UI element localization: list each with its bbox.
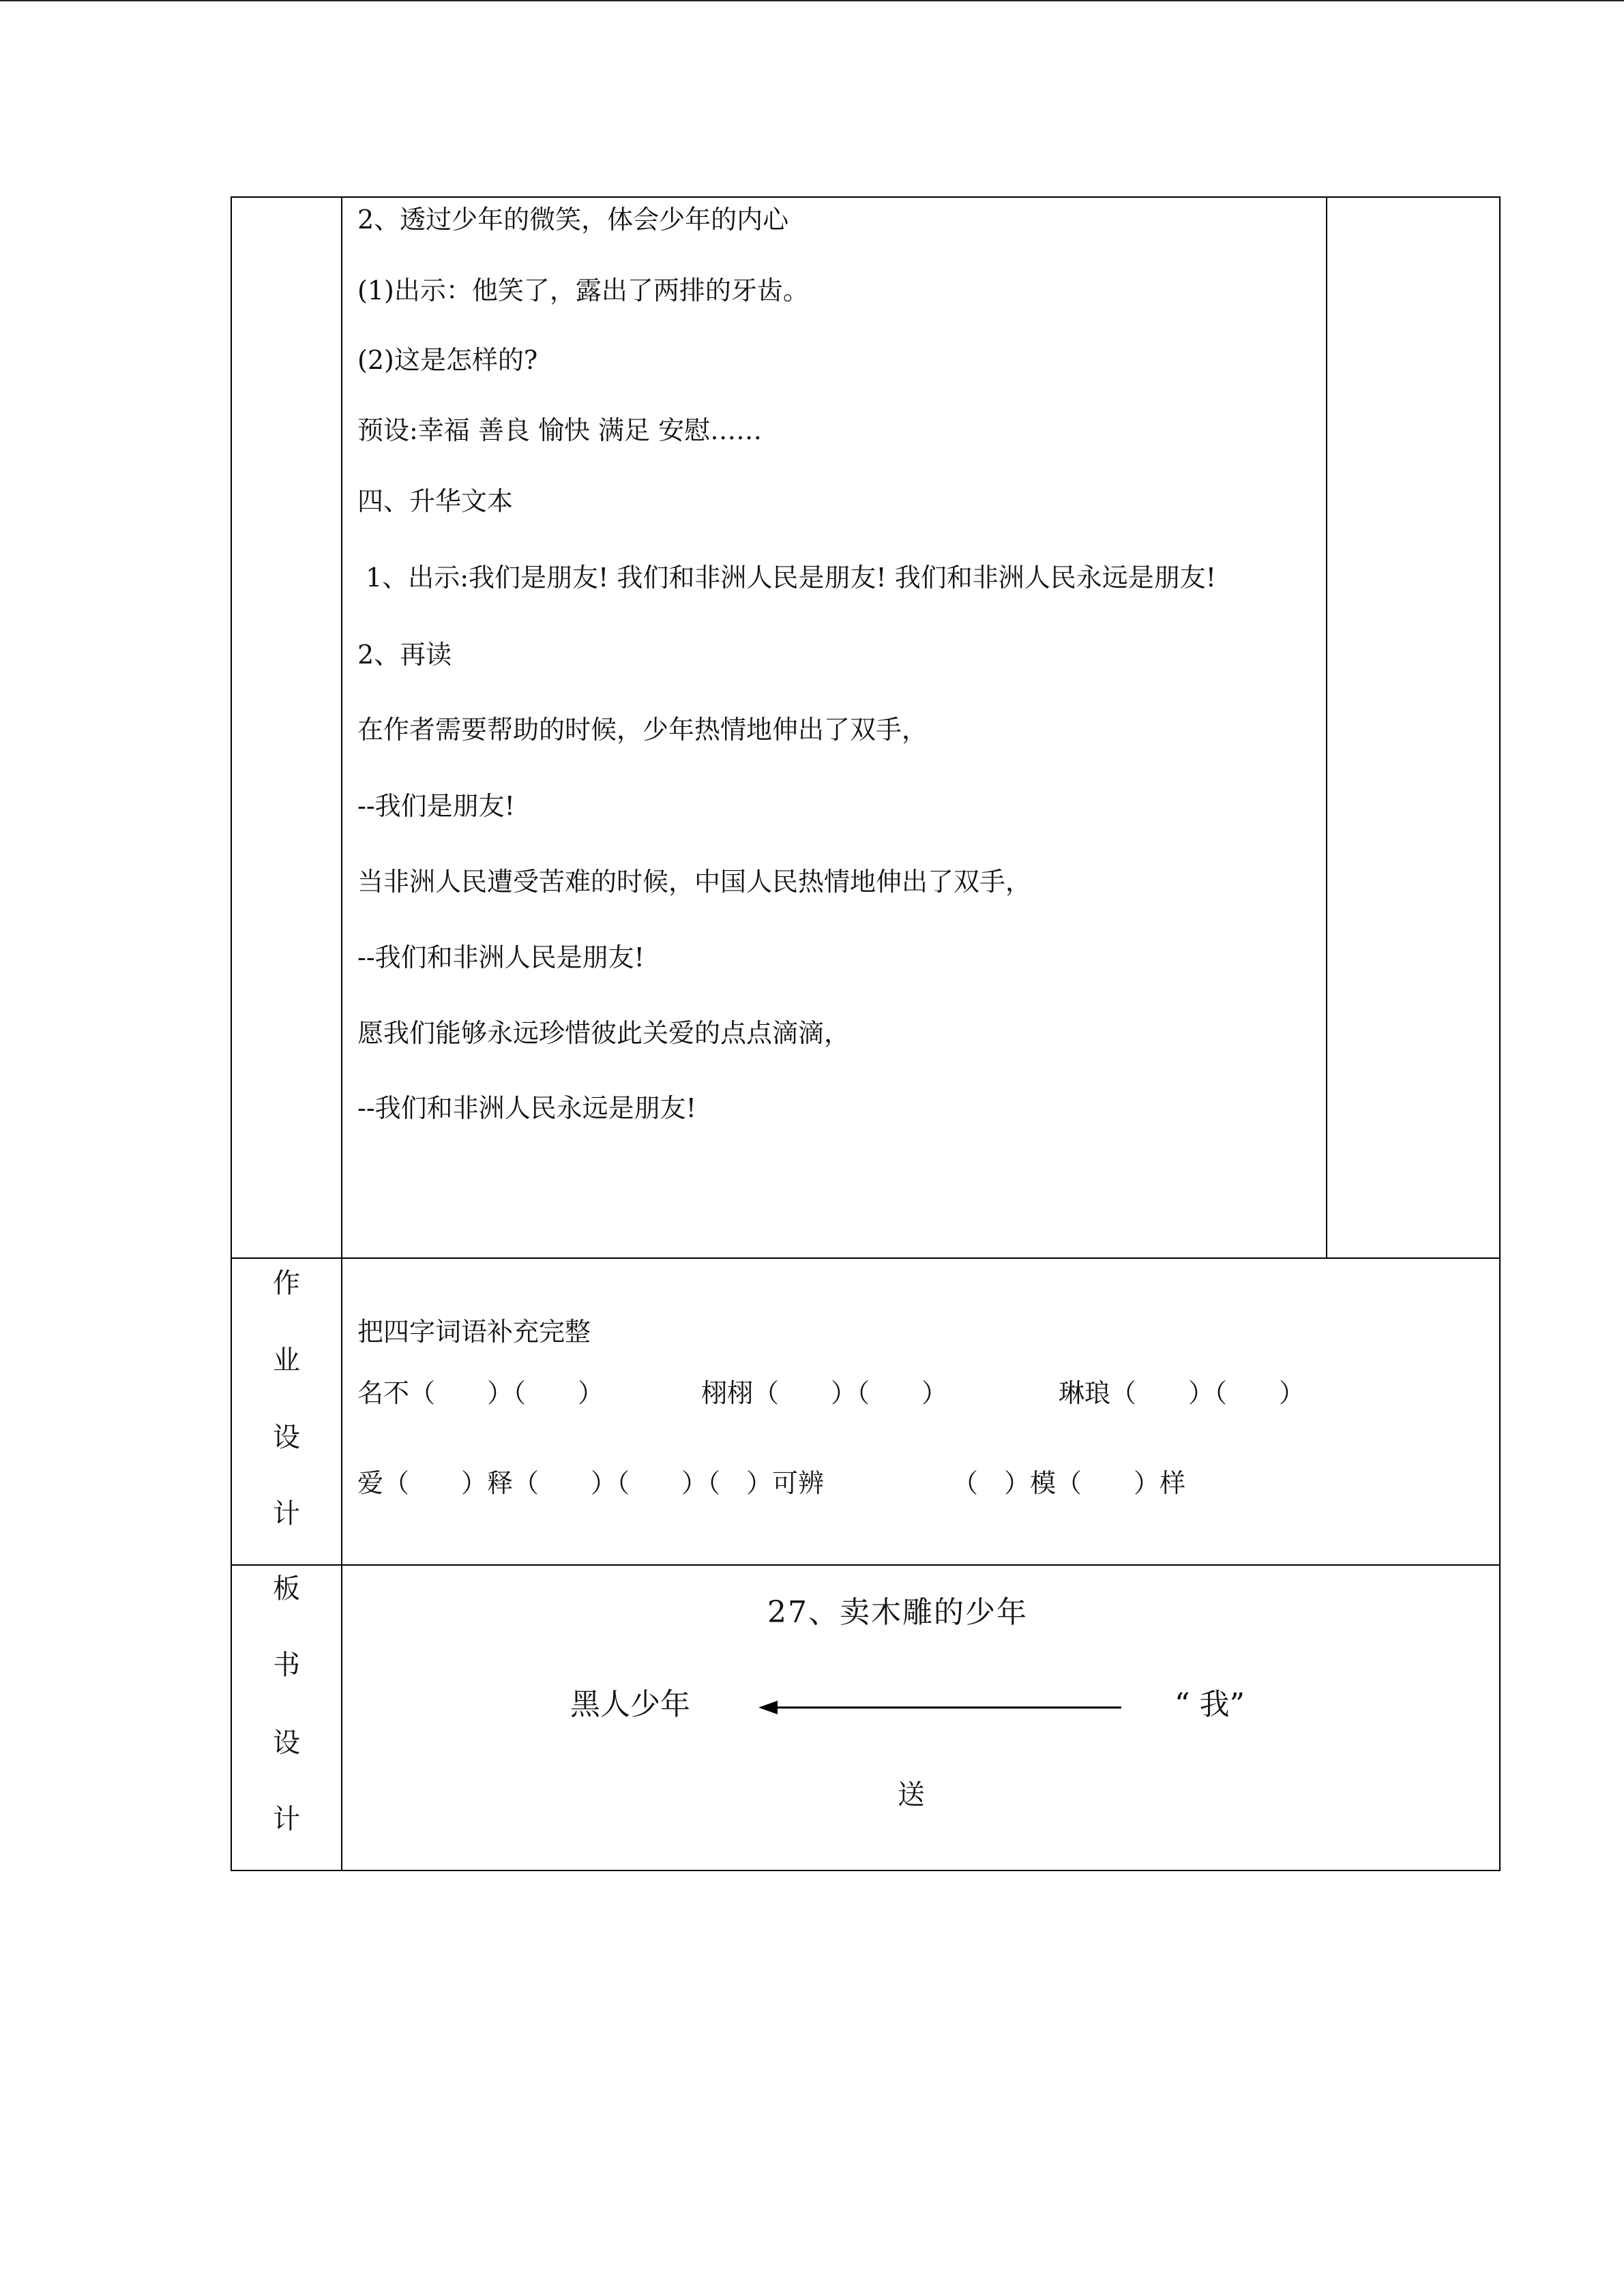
lesson-line: (1)出示：他笑了，露出了两排的牙齿。	[357, 275, 809, 305]
lesson-line: 1、出示:我们是朋友! 我们和非洲人民是朋友! 我们和非洲人民永远是朋友!	[357, 563, 1217, 593]
board-label-char: 设	[273, 1727, 300, 1759]
lesson-line: --我们和非洲人民永远是朋友!	[357, 1093, 696, 1123]
board-left-label: 黑人少年	[570, 1687, 690, 1722]
table-left-border	[231, 196, 232, 1871]
page-top-border	[0, 0, 1624, 1]
board-title: 27、卖木雕的少年	[767, 1595, 1028, 1630]
table-bottom-border	[231, 1870, 1501, 1871]
homework-item: 栩栩（ ）（ ）	[701, 1378, 948, 1408]
label-column-divider	[341, 196, 342, 1871]
table-top-border	[231, 196, 1501, 198]
homework-item: 爱（ ）释（ ）（ ）（ ）可辨	[357, 1468, 825, 1498]
lesson-line: --我们和非洲人民是朋友!	[357, 942, 645, 972]
row-divider-homework	[231, 1257, 1501, 1259]
homework-item: 琳琅（ ）（ ）	[1059, 1378, 1305, 1408]
board-right-label: “ 我”	[1175, 1687, 1245, 1722]
table-right-border	[1499, 196, 1501, 1871]
lesson-line: 在作者需要帮助的时候，少年热情地伸出了双手，	[357, 715, 928, 745]
board-label-char: 板	[273, 1573, 300, 1605]
notes-column-divider	[1326, 196, 1327, 1259]
board-arrow-label: 送	[898, 1779, 925, 1810]
lesson-line: --我们是朋友!	[357, 791, 515, 821]
left-arrow-icon	[757, 1695, 1125, 1720]
homework-label-char: 计	[273, 1498, 300, 1530]
homework-item: （ ）模（ ）样	[952, 1468, 1186, 1498]
lesson-line: 愿我们能够永远珍惜彼此关爱的点点滴滴，	[357, 1018, 851, 1048]
row-divider-board	[231, 1564, 1501, 1566]
homework-label-char: 业	[273, 1345, 300, 1376]
lesson-line: (2)这是怎样的?	[357, 345, 538, 375]
board-label-char: 书	[273, 1650, 300, 1681]
homework-label-char: 作	[273, 1268, 300, 1299]
lesson-line: 预设:幸福 善良 愉快 满足 安慰……	[357, 415, 763, 445]
homework-label-char: 设	[273, 1422, 300, 1453]
lesson-heading: 四、升华文本	[357, 486, 514, 516]
lesson-line: 2、再读	[357, 640, 452, 670]
homework-instruction: 把四字词语补充完整	[357, 1317, 591, 1347]
lesson-line: 当非洲人民遭受苦难的时候，中国人民热情地伸出了双手，	[357, 867, 1032, 897]
homework-item: 名不（ ）（ ）	[357, 1378, 604, 1408]
lesson-line: 2、透过少年的微笑，体会少年的内心	[357, 205, 789, 235]
board-label-char: 计	[273, 1804, 300, 1835]
